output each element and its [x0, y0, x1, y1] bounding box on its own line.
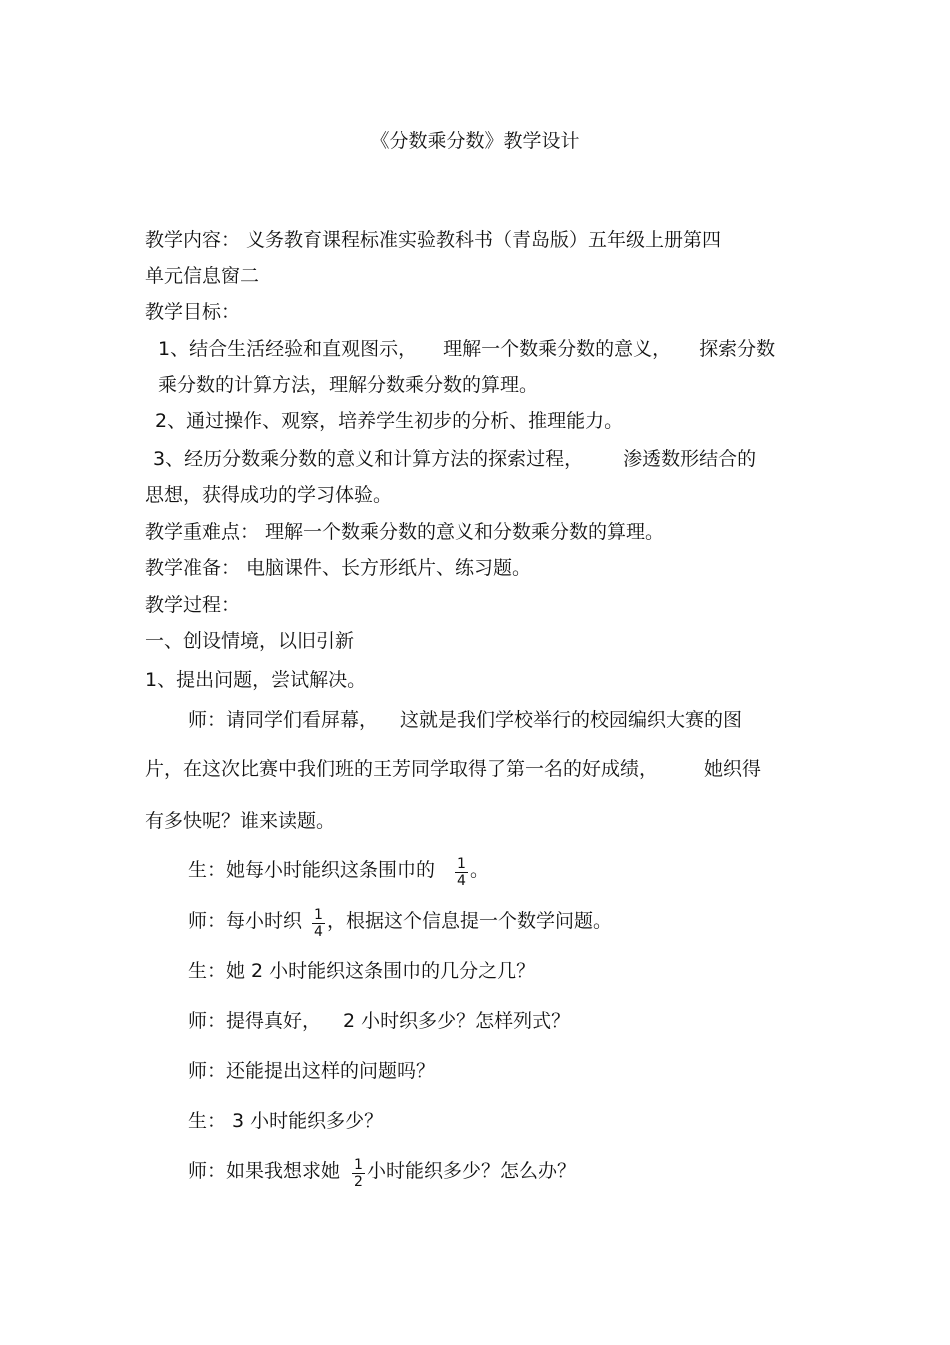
fraction-numerator: 1 [314, 907, 323, 923]
preparation: 教学准备： 电脑课件、长方形纸片、练习题。 [145, 557, 532, 579]
text-segment: ，根据这个信息提一个数学问题。 [326, 910, 612, 932]
key-points: 教学重难点： 理解一个数乘分数的意义和分数乘分数的算理。 [145, 521, 665, 543]
dialogue-teacher-1-line-3: 有多快呢？谁来读题。 [145, 810, 336, 832]
dialogue-teacher-4: 师：还能提出这样的问题吗？ [188, 1060, 436, 1082]
fraction-one-half [352, 1157, 365, 1190]
dialogue-teacher-5 [188, 1155, 576, 1188]
process-heading: 教学过程： [145, 594, 241, 616]
text-segment: 师：每小时织 [188, 910, 303, 932]
objective-1-line-2: 乘分数的计算方法，理解分数乘分数的算理。 [158, 374, 539, 396]
text-segment: 2 小时织多少？怎样列式？ [343, 1010, 571, 1032]
fraction-numerator: 1 [457, 856, 466, 872]
text-segment: 渗透数形结合的 [623, 448, 757, 470]
objective-1-line-1 [158, 336, 775, 362]
dialogue-student-3: 生： 3 小时能织多少？ [188, 1110, 384, 1132]
dialogue-teacher-2 [188, 905, 612, 938]
content-line-2: 单元信息窗二 [145, 265, 260, 287]
content-line-1: 教学内容： 义务教育课程标准实验教科书（青岛版）五年级上册第四 [145, 229, 722, 251]
text-segment: 这就是我们学校举行的校园编织大赛的图 [400, 709, 743, 731]
text-segment: 理解一个数乘分数的意义， [443, 338, 672, 360]
text-segment: 小时能织多少？怎么办？ [366, 1160, 576, 1182]
fraction-numerator: 1 [354, 1157, 363, 1173]
dialogue-student-2: 生：她 2 小时能织这条围巾的几分之几？ [188, 960, 536, 982]
objective-2: 2、通过操作、观察，培养学生初步的分析、推理能力。 [155, 410, 624, 432]
text-segment: 。 [469, 859, 489, 881]
text-segment: 探索分数 [699, 338, 776, 360]
section-1-heading: 一、创设情境，以旧引新 [145, 630, 355, 652]
dialogue-teacher-3 [188, 1008, 570, 1034]
fraction-denominator: 4 [457, 873, 466, 889]
document-title: 《分数乘分数》教学设计 [370, 130, 580, 152]
fraction-denominator: 4 [314, 924, 323, 940]
objective-3-line-2: 思想，获得成功的学习体验。 [145, 484, 393, 506]
fraction-one-quarter [455, 856, 468, 889]
text-segment: 3、经历分数乘分数的意义和计算方法的探索过程， [153, 448, 584, 470]
dialogue-teacher-1-line-1 [188, 707, 742, 733]
text-segment: 生：她每小时能织这条围巾的 [188, 859, 436, 881]
objective-3-line-1 [153, 446, 756, 472]
text-segment: 她织得 [704, 758, 762, 780]
text-segment: 师：请同学们看屏幕， [188, 709, 379, 731]
text-segment: 片，在这次比赛中我们班的王芳同学取得了第一名的好成绩， [145, 758, 659, 780]
text-segment: 师：提得真好， [188, 1010, 322, 1032]
dialogue-student-1 [188, 854, 489, 887]
text-segment: 1、结合生活经验和直观图示， [158, 338, 418, 360]
step-1-heading: 1、提出问题，尝试解决。 [145, 669, 367, 691]
objectives-heading: 教学目标： [145, 301, 241, 323]
fraction-one-quarter [312, 907, 325, 940]
dialogue-teacher-1-line-2 [145, 756, 761, 782]
text-segment: 师：如果我想求她 [188, 1160, 341, 1182]
fraction-denominator: 2 [354, 1174, 363, 1190]
